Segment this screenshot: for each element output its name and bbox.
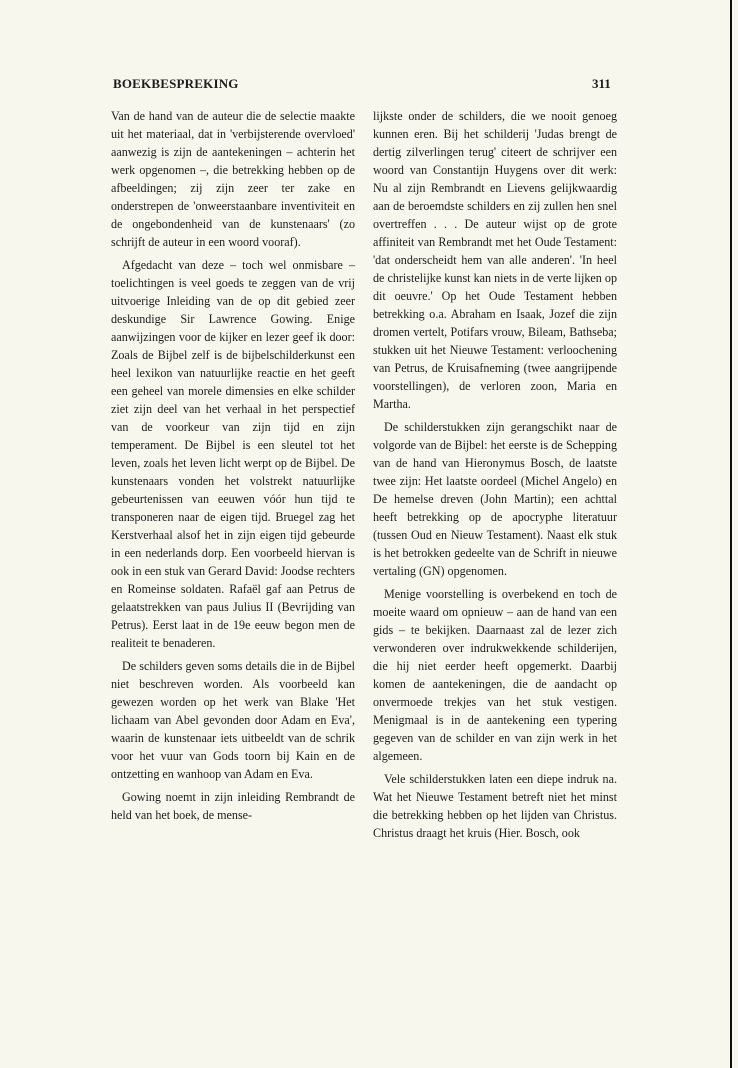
paragraph: Afgedacht van deze – toch wel onmisbare – toelichtingen is veel goeds te zeggen van de vrij uitvoerige Inleiding van de op dit gebied zeer deskundige Sir Lawrence Gowing. Enige aanwijzingen voor de kijker en lezer geef ik door: Zoals de Bijbel zelf is de bijbelschilderkunst een heel lexikon van natuurlijke reactie en het geeft een geheel van morele dimensies en elke schilder ziet zijn deel van het verhaal in het perspectief van de voorkeur van zijn tijd en zijn temperament. De Bijbel is een sleutel tot het leven, zoals het leven licht werpt op de Bijbel. De kunstenaars vonden het volstrekt natuurlijke gebeurtenissen van eeuwen vóór hun tijd te transponeren naar de eigen tijd. Bruegel zag het Kerstverhaal alsof het in zijn eigen tijd gebeurde in een nederlands dorp. Een voorbeeld hiervan is ook in een stuk van Gerard David: Joodse rechters en Romeinse soldaten. Rafaël gaf aan Petrus de gelaatstrekken van paus Julius II (Bevrijding van Petrus). Eerst laat in de 19e eeuw begon men de realiteit te benaderen. [111, 258, 355, 650]
page-number: 311 [592, 76, 611, 91]
paragraph: De schilders geven soms details die in de Bijbel niet beschreven worden. Als voorbeeld kan gewezen worden op het werk van Blake 'Het lichaam van Abel gevonden door Adam en Eva', waarin de kunstenaar iets uitbeeldt van de schrik voor het vuur van Gods toorn bij Kain en de ontzetting en wanhoop van Adam en Eva. [111, 659, 355, 781]
paragraph: Menige voorstelling is overbekend en toch de moeite waard om opnieuw – aan de hand van een gids – te bekijken. Daarnaast zal de lezer zich verwonderen over indrukwekkende schilderijen, die hij niet eerder heeft opgemerkt. Daarbij komen de aantekeningen, die de aandacht op onvermoede trekjes van het stuk vestigen. Menigmaal is in de aantekening een typering gegeven van de schilder en van zijn werk in het algemeen. [373, 587, 617, 763]
running-title: BOEKBESPREKING [113, 76, 239, 91]
left-column [111, 107, 355, 829]
paragraph: De schilderstukken zijn gerangschikt naar de volgorde van de Bijbel: het eerste is de Schepping van de hand van Hieronymus Bosch, de laatste twee zijn: Het laatste oordeel (Michel Angelo) en De hemelse dreven (John Martin); een achttal heeft betrekking op de apocryphe literatuur (tussen Oud en Nieuw Testament). Naast elk stuk is het betrokken gedeelte van de Schrift in nieuwe vertaling (GN) opgenomen. [373, 420, 617, 578]
paragraph: Van de hand van de auteur die de selectie maakte uit het materiaal, dat in 'verbijsterende overvloed' aanwezig is zijn de aantekeningen – achterin het werk opgenomen –, die betrekking hebben op de afbeeldingen; zij zijn zeer ter zake en onderstrepen de 'onweerstaanbare inventiviteit en de ongebondenheid van de kunstenaars' (zo schrijft de auteur in een woord vooraf). [111, 109, 355, 249]
page-edge-line [730, 0, 732, 1068]
right-column [373, 107, 617, 847]
paragraph: Gowing noemt in zijn inleiding Rembrandt de held van het boek, de mense- [111, 790, 355, 822]
paragraph: lijkste onder de schilders, die we nooit genoeg kunnen eren. Bij het schilderij 'Judas brengt de dertig zilverlingen terug' citeert de schrijver een woord van Constantijn Huygens over dit werk: Nu al zijn Rembrandt en Lievens gelijkwaardig aan de beroemdste schilders en zij zullen hen snel overtreffen . . . De auteur wijst op de grote affiniteit van Rembrandt met het Oude Testament: 'dat onderscheidt hem van alle anderen'. 'In heel de christelijke kunst kan niets in de verte lijken op dit oeuvre.' Op het Oude Testament hebben betrekking o.a. Abraham en Isaak, Jozef die zijn dromen vertelt, Potifars vrouw, Bileam, Bathseba; stukken uit het Nieuwe Testament: verloochening van Petrus, de Kruisafneming (twee aangrijpende voorstellingen), de verloren zoon, Maria en Martha. [373, 109, 617, 411]
paragraph: Vele schilderstukken laten een diepe indruk na. Wat het Nieuwe Testament betreft niet het minst die betrekking hebben op het lijden van Christus. Christus draagt het kruis (Hier. Bosch, ook [373, 772, 617, 840]
